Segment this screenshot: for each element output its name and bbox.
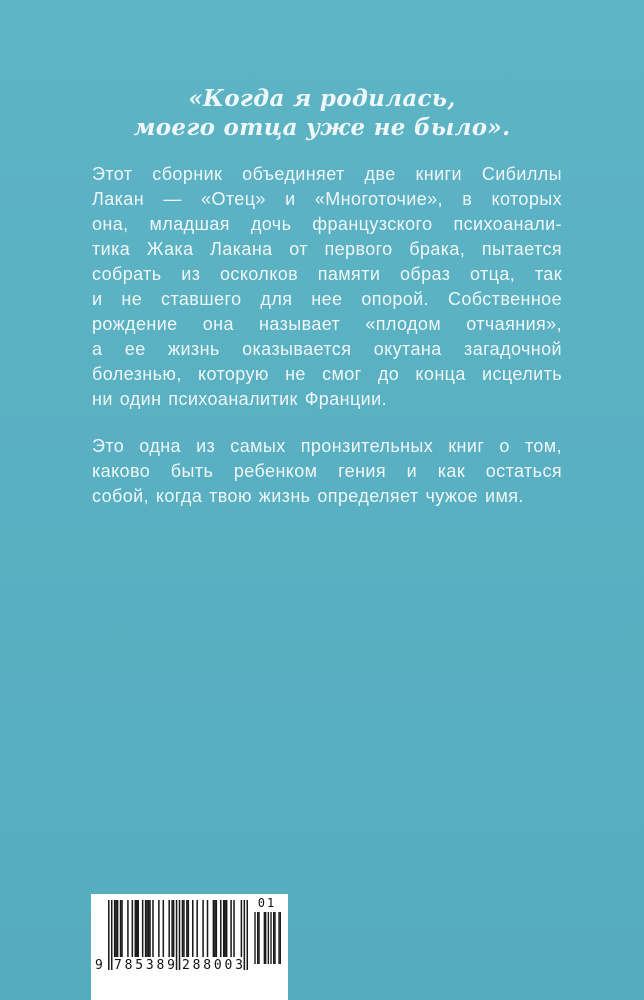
text-line: ни один психоаналитик Франции. — [92, 389, 387, 409]
text-line: болезнью, которую не смог до конца исцелить — [92, 364, 562, 384]
text-line: и не ставшего для нее опорой. Собственное — [92, 289, 562, 309]
text-line: тика Жака Лакана от первого брака, пытается — [92, 239, 562, 259]
barcode-addon-digits: 01 — [257, 896, 277, 910]
annotation-paragraph-1 — [92, 162, 562, 412]
epigraph-quote — [0, 84, 644, 142]
text-line: собрать из осколков памяти образ отца, так — [92, 264, 562, 284]
barcode-digit-first: 9 — [95, 958, 103, 973]
text-line: собой, когда твою жизнь определяет чужое имя. — [92, 486, 524, 506]
text-line: Этот сборник объединяет две книги Сибиллы — [92, 164, 562, 184]
text-line: рождение она называет «плодом отчаяния», — [92, 314, 562, 334]
text-line: Это одна из самых пронзительных книг о том, — [92, 436, 562, 456]
quote-line-2: моего отца уже не было». — [133, 114, 511, 141]
barcode-digits-right: 288003 — [182, 958, 246, 973]
text-line: а ее жизнь оказывается окутана загадочной — [92, 339, 562, 359]
text-line: она, младшая дочь французского психоанали- — [92, 214, 562, 234]
barcode-label — [91, 894, 288, 1000]
text-line: каково быть ребенком гения и как остаться — [92, 461, 562, 481]
barcode-digits-left: 785389 — [114, 958, 178, 973]
quote-line-1: «Когда я родилась, — [188, 85, 456, 112]
annotation-paragraph-2 — [92, 434, 562, 509]
ean2-addon-barcode — [253, 912, 281, 964]
text-line: Лакан — «Отец» и «Многоточие», в которых — [92, 189, 562, 209]
